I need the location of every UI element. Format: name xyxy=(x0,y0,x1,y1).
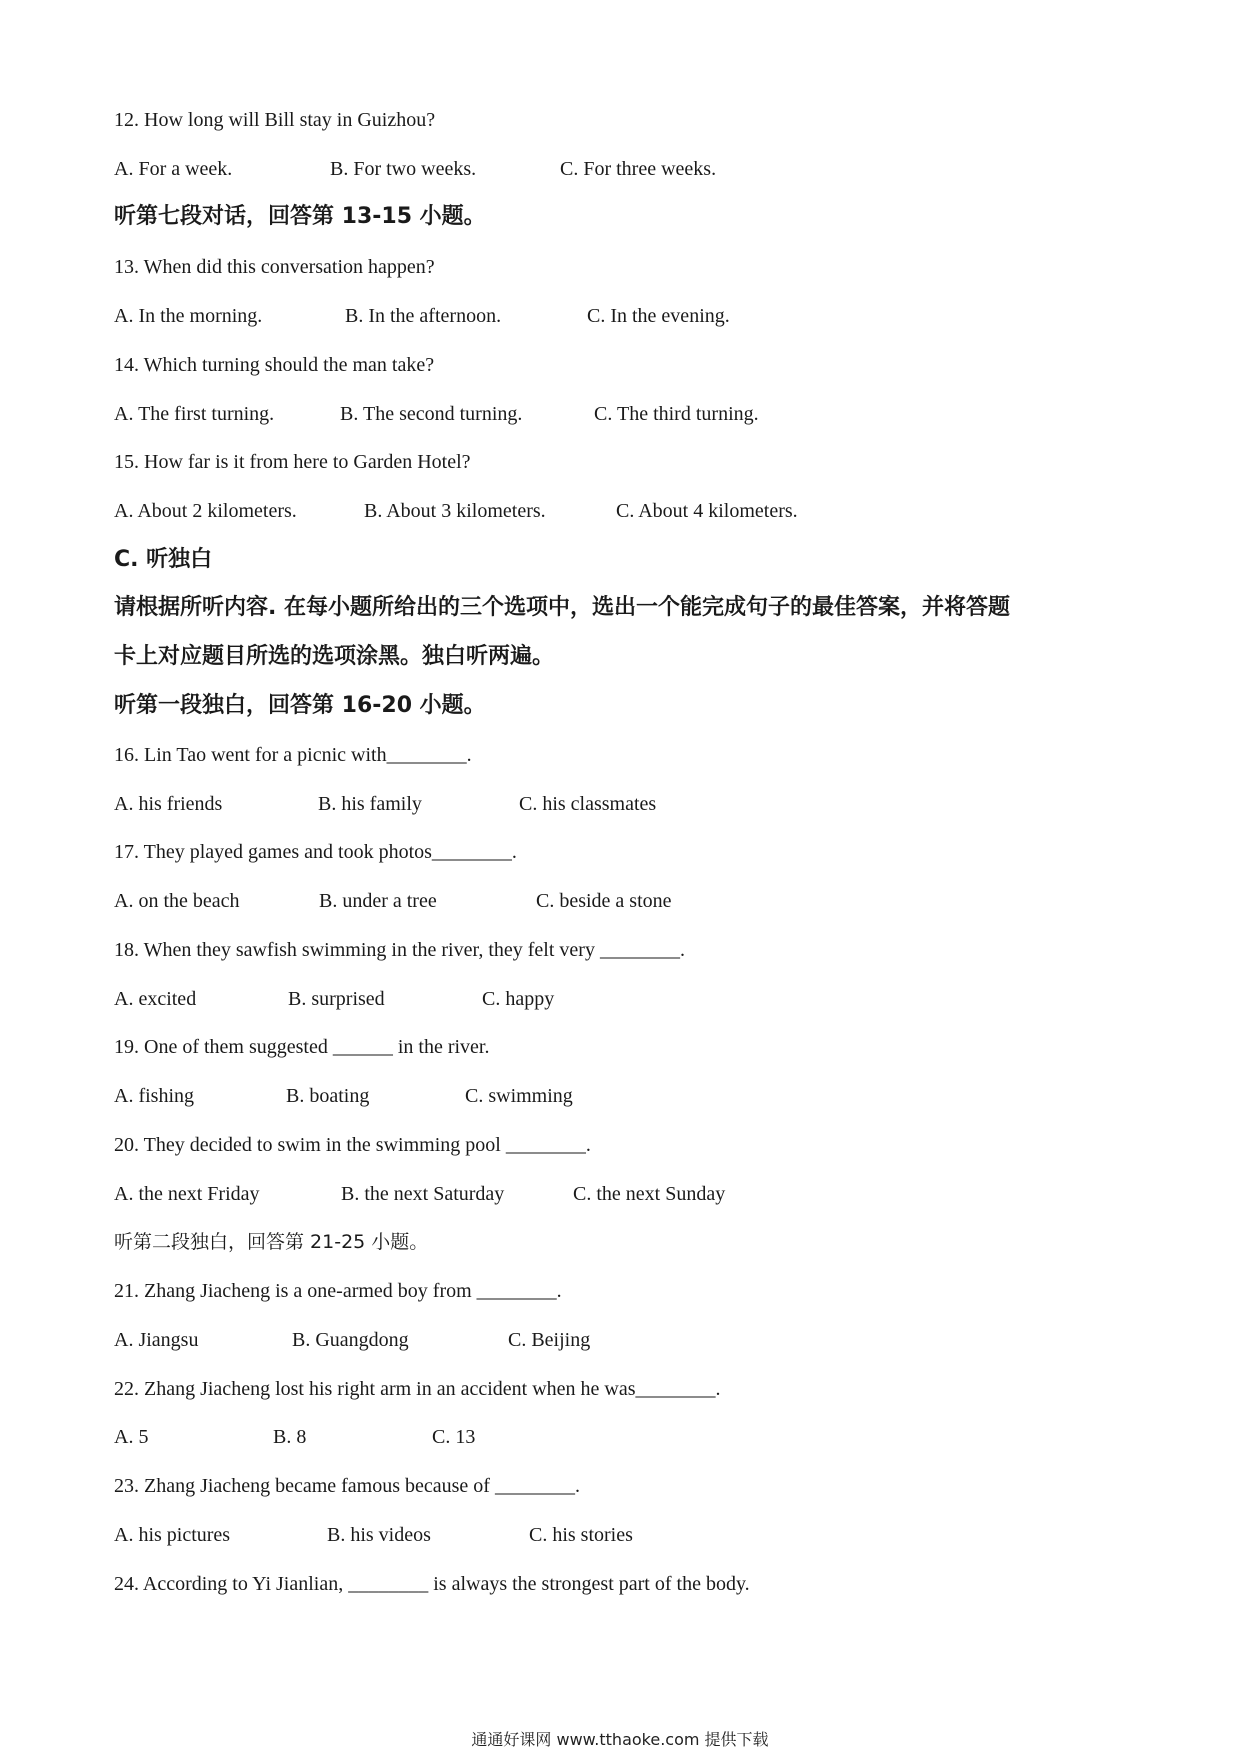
question-20-option-a: A. the next Friday xyxy=(114,1183,260,1205)
question-23-stem: 23. Zhang Jiacheng became famous because of ________. xyxy=(114,1475,580,1497)
question-19-option-a: A. fishing xyxy=(114,1085,194,1107)
question-15-stem: 15. How far is it from here to Garden Hotel? xyxy=(114,451,471,473)
question-19-stem: 19. One of them suggested ______ in the river. xyxy=(114,1036,490,1058)
question-16-option-a: A. his friends xyxy=(114,793,223,815)
question-24-stem: 24. According to Yi Jianlian, ________ is always the strongest part of the body. xyxy=(114,1573,750,1595)
question-19-option-b: B. boating xyxy=(286,1085,370,1107)
section-c-title: C. 听独白 xyxy=(114,547,213,572)
question-12-option-b: B. For two weeks. xyxy=(330,158,477,180)
question-13-option-c: C. In the evening. xyxy=(587,305,730,327)
question-21-option-c: C. Beijing xyxy=(508,1329,591,1351)
question-12-option-c: C. For three weeks. xyxy=(560,158,717,180)
question-23-option-c: C. his stories xyxy=(529,1524,633,1546)
question-17-stem: 17. They played games and took photos________. xyxy=(114,841,517,863)
monologue-2-heading: 听第二段独白，回答第 21-25 小题。 xyxy=(114,1231,429,1253)
question-21-stem: 21. Zhang Jiacheng is a one-armed boy from ________. xyxy=(114,1280,562,1302)
section-c-instruction-line-2: 卡上对应题目所选的选项涂黑。独白听两遍。 xyxy=(114,644,555,669)
question-16-option-c: C. his classmates xyxy=(519,793,657,815)
question-15-option-a: A. About 2 kilometers. xyxy=(114,500,297,522)
section-7-heading: 听第七段对话，回答第 13-15 小题。 xyxy=(114,204,486,229)
question-18-option-b: B. surprised xyxy=(288,988,385,1010)
question-18-stem: 18. When they sawfish swimming in the river, they felt very ________. xyxy=(114,939,685,961)
question-18-option-c: C. happy xyxy=(482,988,555,1010)
monologue-1-heading: 听第一段独白，回答第 16-20 小题。 xyxy=(114,693,486,718)
question-12-stem: 12. How long will Bill stay in Guizhou? xyxy=(114,109,436,131)
question-20-option-b: B. the next Saturday xyxy=(341,1183,505,1205)
question-23-option-b: B. his videos xyxy=(327,1524,431,1546)
question-20-stem: 20. They decided to swim in the swimming pool ________. xyxy=(114,1134,591,1156)
footer-watermark: 通通好课网 www.tthaoke.com 提供下载 xyxy=(471,1730,769,1749)
question-14-stem: 14. Which turning should the man take? xyxy=(114,354,435,376)
question-16-stem: 16. Lin Tao went for a picnic with________. xyxy=(114,744,472,766)
question-22-option-a: A. 5 xyxy=(114,1426,149,1448)
section-c-instruction-line-1: 请根据所听内容. 在每小题所给出的三个选项中，选出一个能完成句子的最佳答案，并将答题 xyxy=(114,595,1011,620)
question-15-option-b: B. About 3 kilometers. xyxy=(364,500,546,522)
question-15-option-c: C. About 4 kilometers. xyxy=(616,500,798,522)
question-19-option-c: C. swimming xyxy=(465,1085,573,1107)
question-12-option-a: A. For a week. xyxy=(114,158,233,180)
question-14-option-c: C. The third turning. xyxy=(594,403,759,425)
question-13-stem: 13. When did this conversation happen? xyxy=(114,256,435,278)
question-13-option-a: A. In the morning. xyxy=(114,305,263,327)
question-14-option-a: A. The first turning. xyxy=(114,403,275,425)
question-21-option-a: A. Jiangsu xyxy=(114,1329,199,1351)
question-22-stem: 22. Zhang Jiacheng lost his right arm in an accident when he was________. xyxy=(114,1378,721,1400)
question-21-option-b: B. Guangdong xyxy=(292,1329,409,1351)
question-18-option-a: A. excited xyxy=(114,988,197,1010)
question-17-option-c: C. beside a stone xyxy=(536,890,672,912)
question-17-option-b: B. under a tree xyxy=(319,890,437,912)
question-22-option-b: B. 8 xyxy=(273,1426,307,1448)
question-14-option-b: B. The second turning. xyxy=(340,403,523,425)
question-16-option-b: B. his family xyxy=(318,793,422,815)
question-23-option-a: A. his pictures xyxy=(114,1524,231,1546)
question-17-option-a: A. on the beach xyxy=(114,890,240,912)
question-13-option-b: B. In the afternoon. xyxy=(345,305,502,327)
question-22-option-c: C. 13 xyxy=(432,1426,476,1448)
question-20-option-c: C. the next Sunday xyxy=(573,1183,726,1205)
